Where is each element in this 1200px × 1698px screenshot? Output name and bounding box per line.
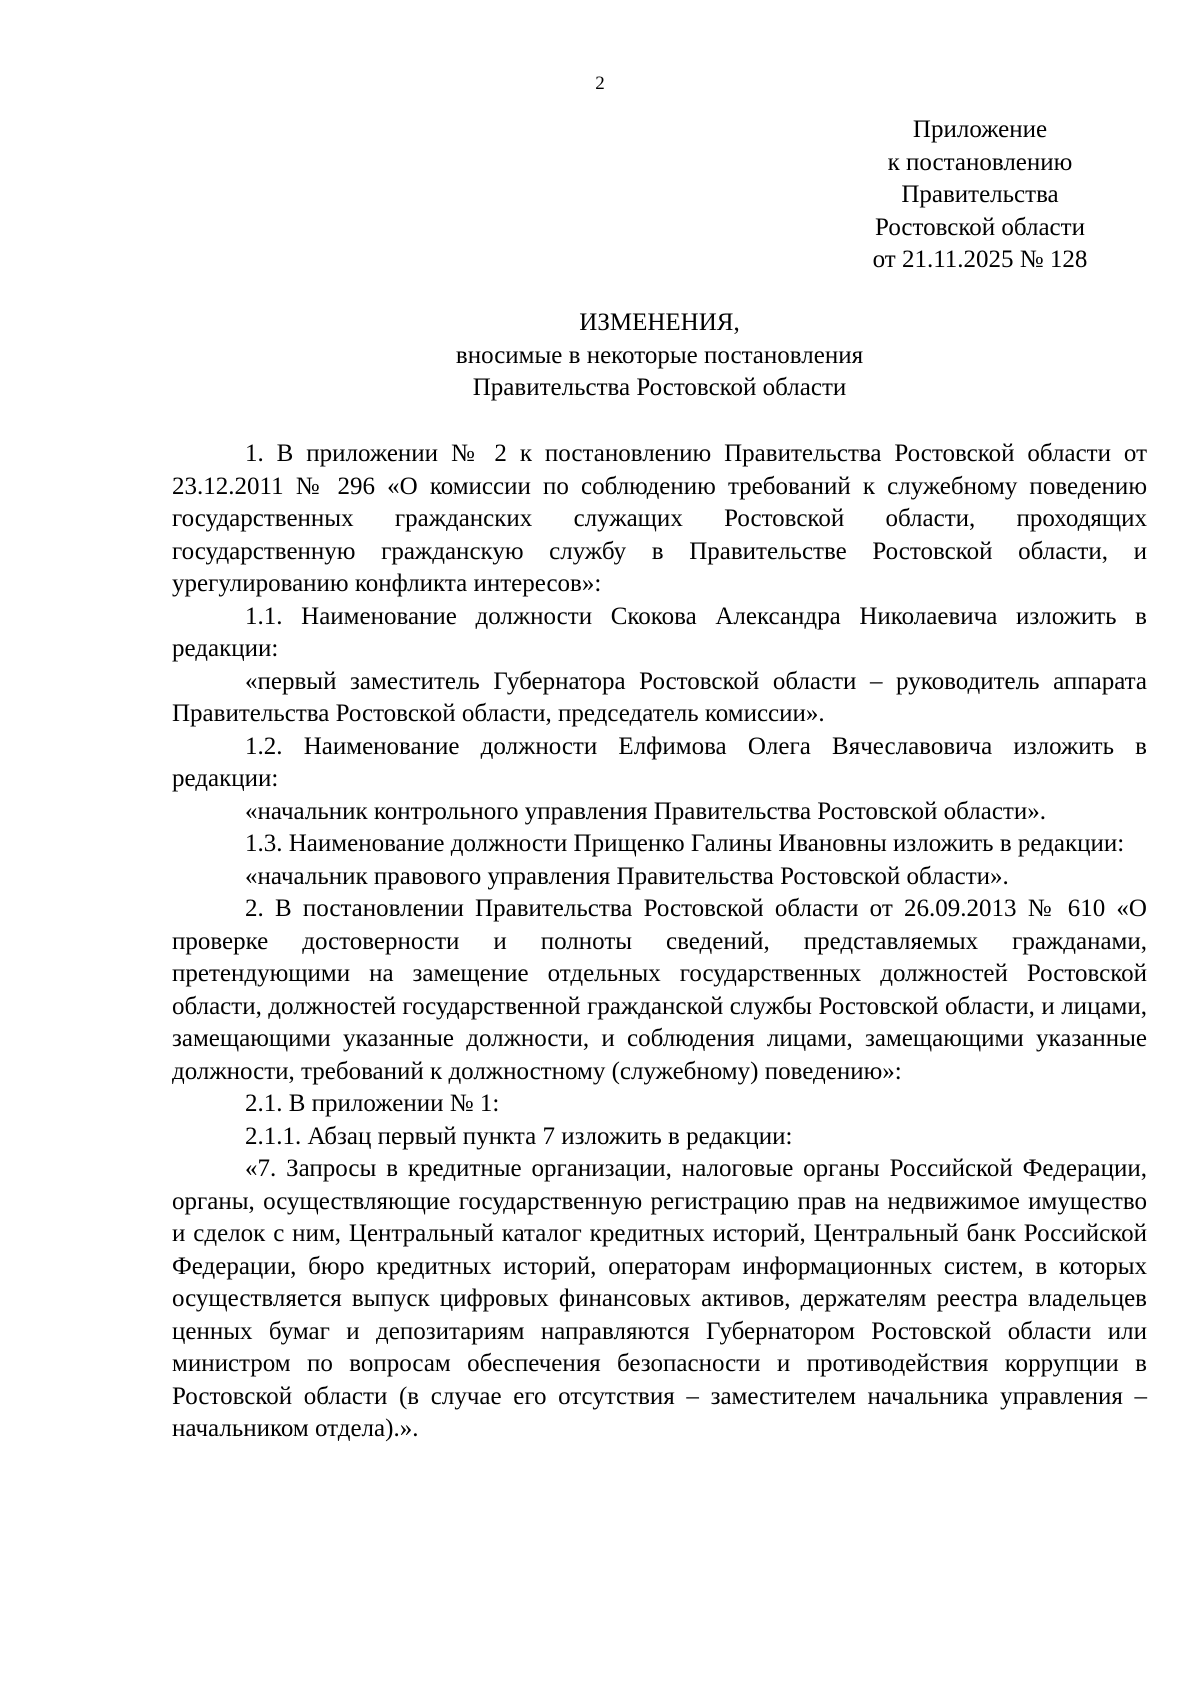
paragraph-1-2-quote: «начальник контрольного управления Правительства Ростовской области».: [245, 797, 1046, 825]
paragraph-1-1-quote: «первый заместитель Губернатора Ростовской области – руководитель аппарата Правительства Ростовской области, председатель комиссии».: [172, 667, 1147, 727]
paragraph-1: 1. В приложении № 2 к постановлению Правительства Ростовской области от 23.12.2011 № 296 «О комиссии по соблюдению требований к служебному поведению государственных гражданских служащих Ростовской области, проходящих государственную гражданскую службу в Правительстве Ростовской области, и урегулированию конфликта интересов»:: [172, 440, 1147, 597]
appendix-block: [840, 114, 1120, 277]
appendix-line: Правительства: [901, 181, 1059, 208]
paragraph-1-1: 1.1. Наименование должности Скокова Александра Николаевича изложить в редакции:: [172, 602, 1147, 662]
appendix-line: к постановлению: [887, 148, 1073, 176]
appendix-line: от 21.11.2025 № 128: [872, 246, 1088, 273]
appendix-line: Ростовской области: [875, 213, 1085, 241]
paragraph-2-1-1-quote: «7. Запросы в кредитные организации, налоговые органы Российской Федерации, органы, осуществляющие государственную регистрацию прав на недвижимое имущество и сделок с ним, Центральный каталог кредитных историй, Центральный банк Российской Федерации, бюро кредитных историй, операторам информационных систем, в которых осуществляется выпуск цифровых финансовых активов, держателям реестра владельцев ценных бумаг и депозитариям направляются Губернатором Ростовской области или министром по вопросам обеспечения безопасности и противодействия коррупции в Ростовской области (в случае его отсутствия – заместителем начальника управления – начальником отдела).».: [172, 1155, 1147, 1442]
document-subtitle-line: Правительства Ростовской области: [472, 374, 847, 401]
document-title: ИЗМЕНЕНИЯ,: [579, 309, 740, 336]
paragraph-1-3: 1.3. Наименование должности Прищенко Галины Ивановны изложить в редакции:: [245, 830, 1125, 857]
paragraph-1-2: 1.2. Наименование должности Елфимова Олега Вячеславовича изложить в редакции:: [172, 732, 1147, 792]
appendix-line: Приложение: [912, 116, 1048, 143]
page-number: 2: [595, 73, 605, 94]
paragraph-1-3-quote: «начальник правового управления Правительства Ростовской области».: [245, 862, 1009, 890]
paragraph-2-1-1: 2.1.1. Абзац первый пункта 7 изложить в редакции:: [245, 1122, 793, 1150]
paragraph-2-1: 2.1. В приложении № 1:: [245, 1090, 500, 1117]
paragraph-2: 2. В постановлении Правительства Ростовской области от 26.09.2013 № 610 «О проверке достоверности и полноты сведений, представляемых гражданами, претендующими на замещение отдельных государственных должностей Ростовской области, должностей государственной гражданской службы Ростовской области, и лицами, замещающими указанные должности, и соблюдения лицами, замещающими указанные должности, требований к должностному (служебному) поведению»:: [172, 895, 1147, 1085]
document-body: [172, 438, 1147, 1446]
document-title-block: [172, 307, 1147, 405]
document-subtitle-line: вносимые в некоторые постановления: [455, 341, 864, 369]
